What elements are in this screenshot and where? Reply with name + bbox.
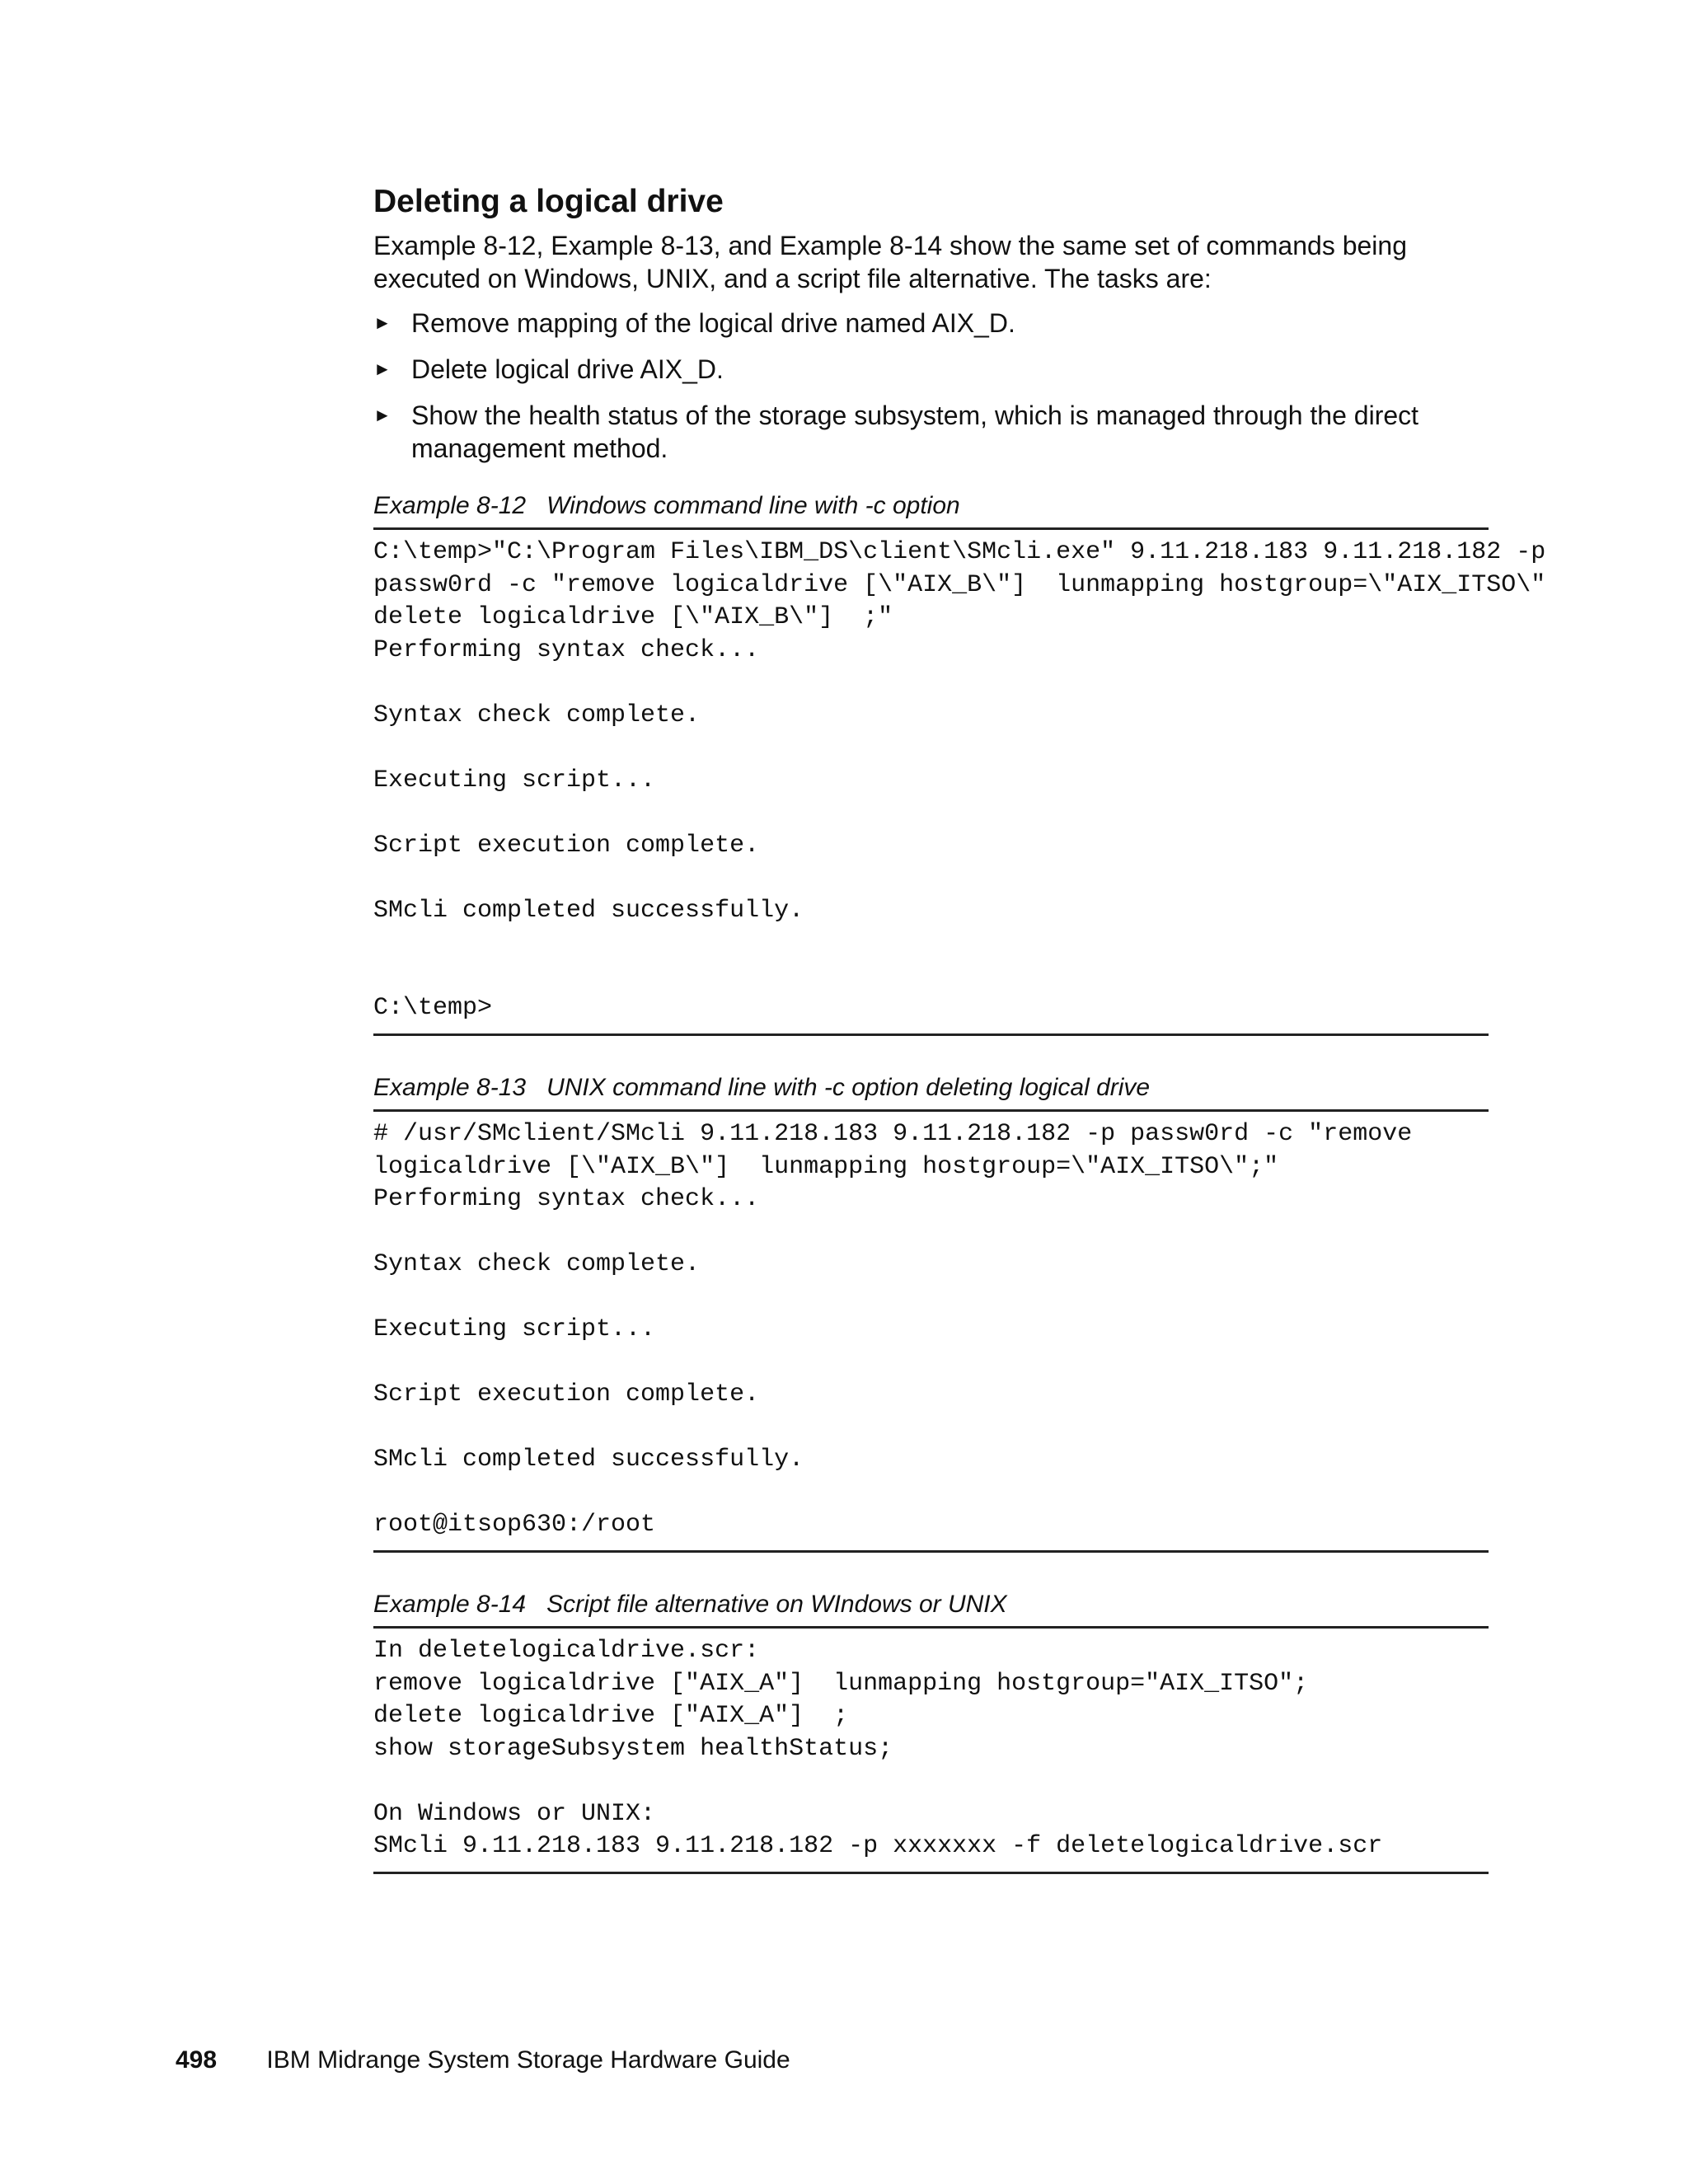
code-line (373, 960, 1489, 993)
code-line: In deletelogicaldrive.scr: (373, 1637, 760, 1665)
page-number: 498 (176, 2046, 218, 2074)
section-heading: Deleting a logical drive (373, 184, 724, 219)
code-line: delete logicaldrive [\"AIX_B\"] ;" (373, 603, 893, 631)
bullet-text: Delete logical drive AIX_D. (411, 354, 724, 384)
code-line: C:\temp>"C:\Program Files\IBM_DS\client\SMcli.exe" 9.11.218.183 9.11.218.182 -p (373, 538, 1546, 566)
code-line (373, 732, 1489, 765)
code-block (373, 1109, 1489, 1553)
bullet-text: Show the health status of the storage subsystem, which is managed through the direct management method. (411, 401, 1419, 463)
code-line (373, 1347, 1489, 1380)
code-line: Syntax check complete. (373, 701, 701, 729)
bullet-item (373, 353, 1494, 386)
code-line (373, 667, 1489, 700)
triangle-bullet-icon: ► (373, 405, 392, 425)
code-line: SMcli completed successfully. (373, 1446, 804, 1474)
intro-paragraph: Example 8-12, Example 8-13, and Example 8-14 show the same set of commands being executed on Windows, UNIX, and a script file alternative. The tasks are: (373, 231, 1407, 293)
code-line (373, 862, 1489, 895)
code-line: Syntax check complete. (373, 1250, 701, 1278)
page-footer (176, 2044, 790, 2077)
example-8-12 (373, 491, 1546, 1036)
bullet-item (373, 307, 1494, 340)
code-line: Performing syntax check... (373, 1185, 760, 1213)
code-line (373, 797, 1489, 830)
code-line: C:\temp> (373, 994, 493, 1022)
code-line (373, 927, 1489, 960)
bullet-text: Remove mapping of the logical drive named AIX_D. (411, 308, 1015, 338)
code-line: passw0rd -c "remove logicaldrive [\"AIX_B\"] lunmapping hostgroup=\"AIX_ITSO\" (373, 570, 1546, 599)
code-line (373, 1477, 1489, 1510)
code-line (373, 1282, 1489, 1315)
example-8-14 (373, 1590, 1489, 1874)
triangle-bullet-icon: ► (373, 359, 392, 379)
code-line: On Windows or UNIX: (373, 1799, 656, 1828)
code-line: show storageSubsystem healthStatus; (373, 1734, 893, 1763)
bullet-item (373, 399, 1494, 465)
code-line: Executing script... (373, 766, 656, 794)
triangle-bullet-icon: ► (373, 312, 392, 333)
example-caption: Example 8-13 UNIX command line with -c option deleting logical drive (373, 1074, 1151, 1101)
code-line (373, 1216, 1489, 1249)
code-line: delete logicaldrive ["AIX_A"] ; (373, 1702, 849, 1730)
code-line: root@itsop630:/root (373, 1511, 656, 1539)
code-line: Script execution complete. (373, 831, 760, 860)
code-line: SMcli 9.11.218.183 9.11.218.182 -p xxxxxxx -f deletelogicaldrive.scr (373, 1832, 1383, 1860)
example-caption: Example 8-14 Script file alternative on WIndows or UNIX (373, 1591, 1007, 1618)
code-line: logicaldrive [\"AIX_B\"] lunmapping hostgroup=\"AIX_ITSO\";" (373, 1152, 1279, 1181)
code-line: SMcli completed successfully. (373, 896, 804, 925)
code-line: Script execution complete. (373, 1380, 760, 1408)
code-line: Performing syntax check... (373, 635, 760, 664)
example-caption: Example 8-12 Windows command line with -c option (373, 492, 960, 519)
code-block (373, 1626, 1489, 1874)
code-line (373, 1412, 1489, 1445)
book-title: IBM Midrange System Storage Hardware Guide (266, 2046, 790, 2074)
code-line: remove logicaldrive ["AIX_A"] lunmapping hostgroup="AIX_ITSO"; (373, 1669, 1309, 1698)
code-line (373, 1765, 1489, 1798)
code-line: # /usr/SMclient/SMcli 9.11.218.183 9.11.218.182 -p passw0rd -c "remove (373, 1120, 1413, 1148)
code-line: Executing script... (373, 1315, 656, 1343)
code-block (373, 527, 1546, 1036)
task-bullet-list (373, 307, 1494, 478)
example-8-13 (373, 1073, 1489, 1553)
